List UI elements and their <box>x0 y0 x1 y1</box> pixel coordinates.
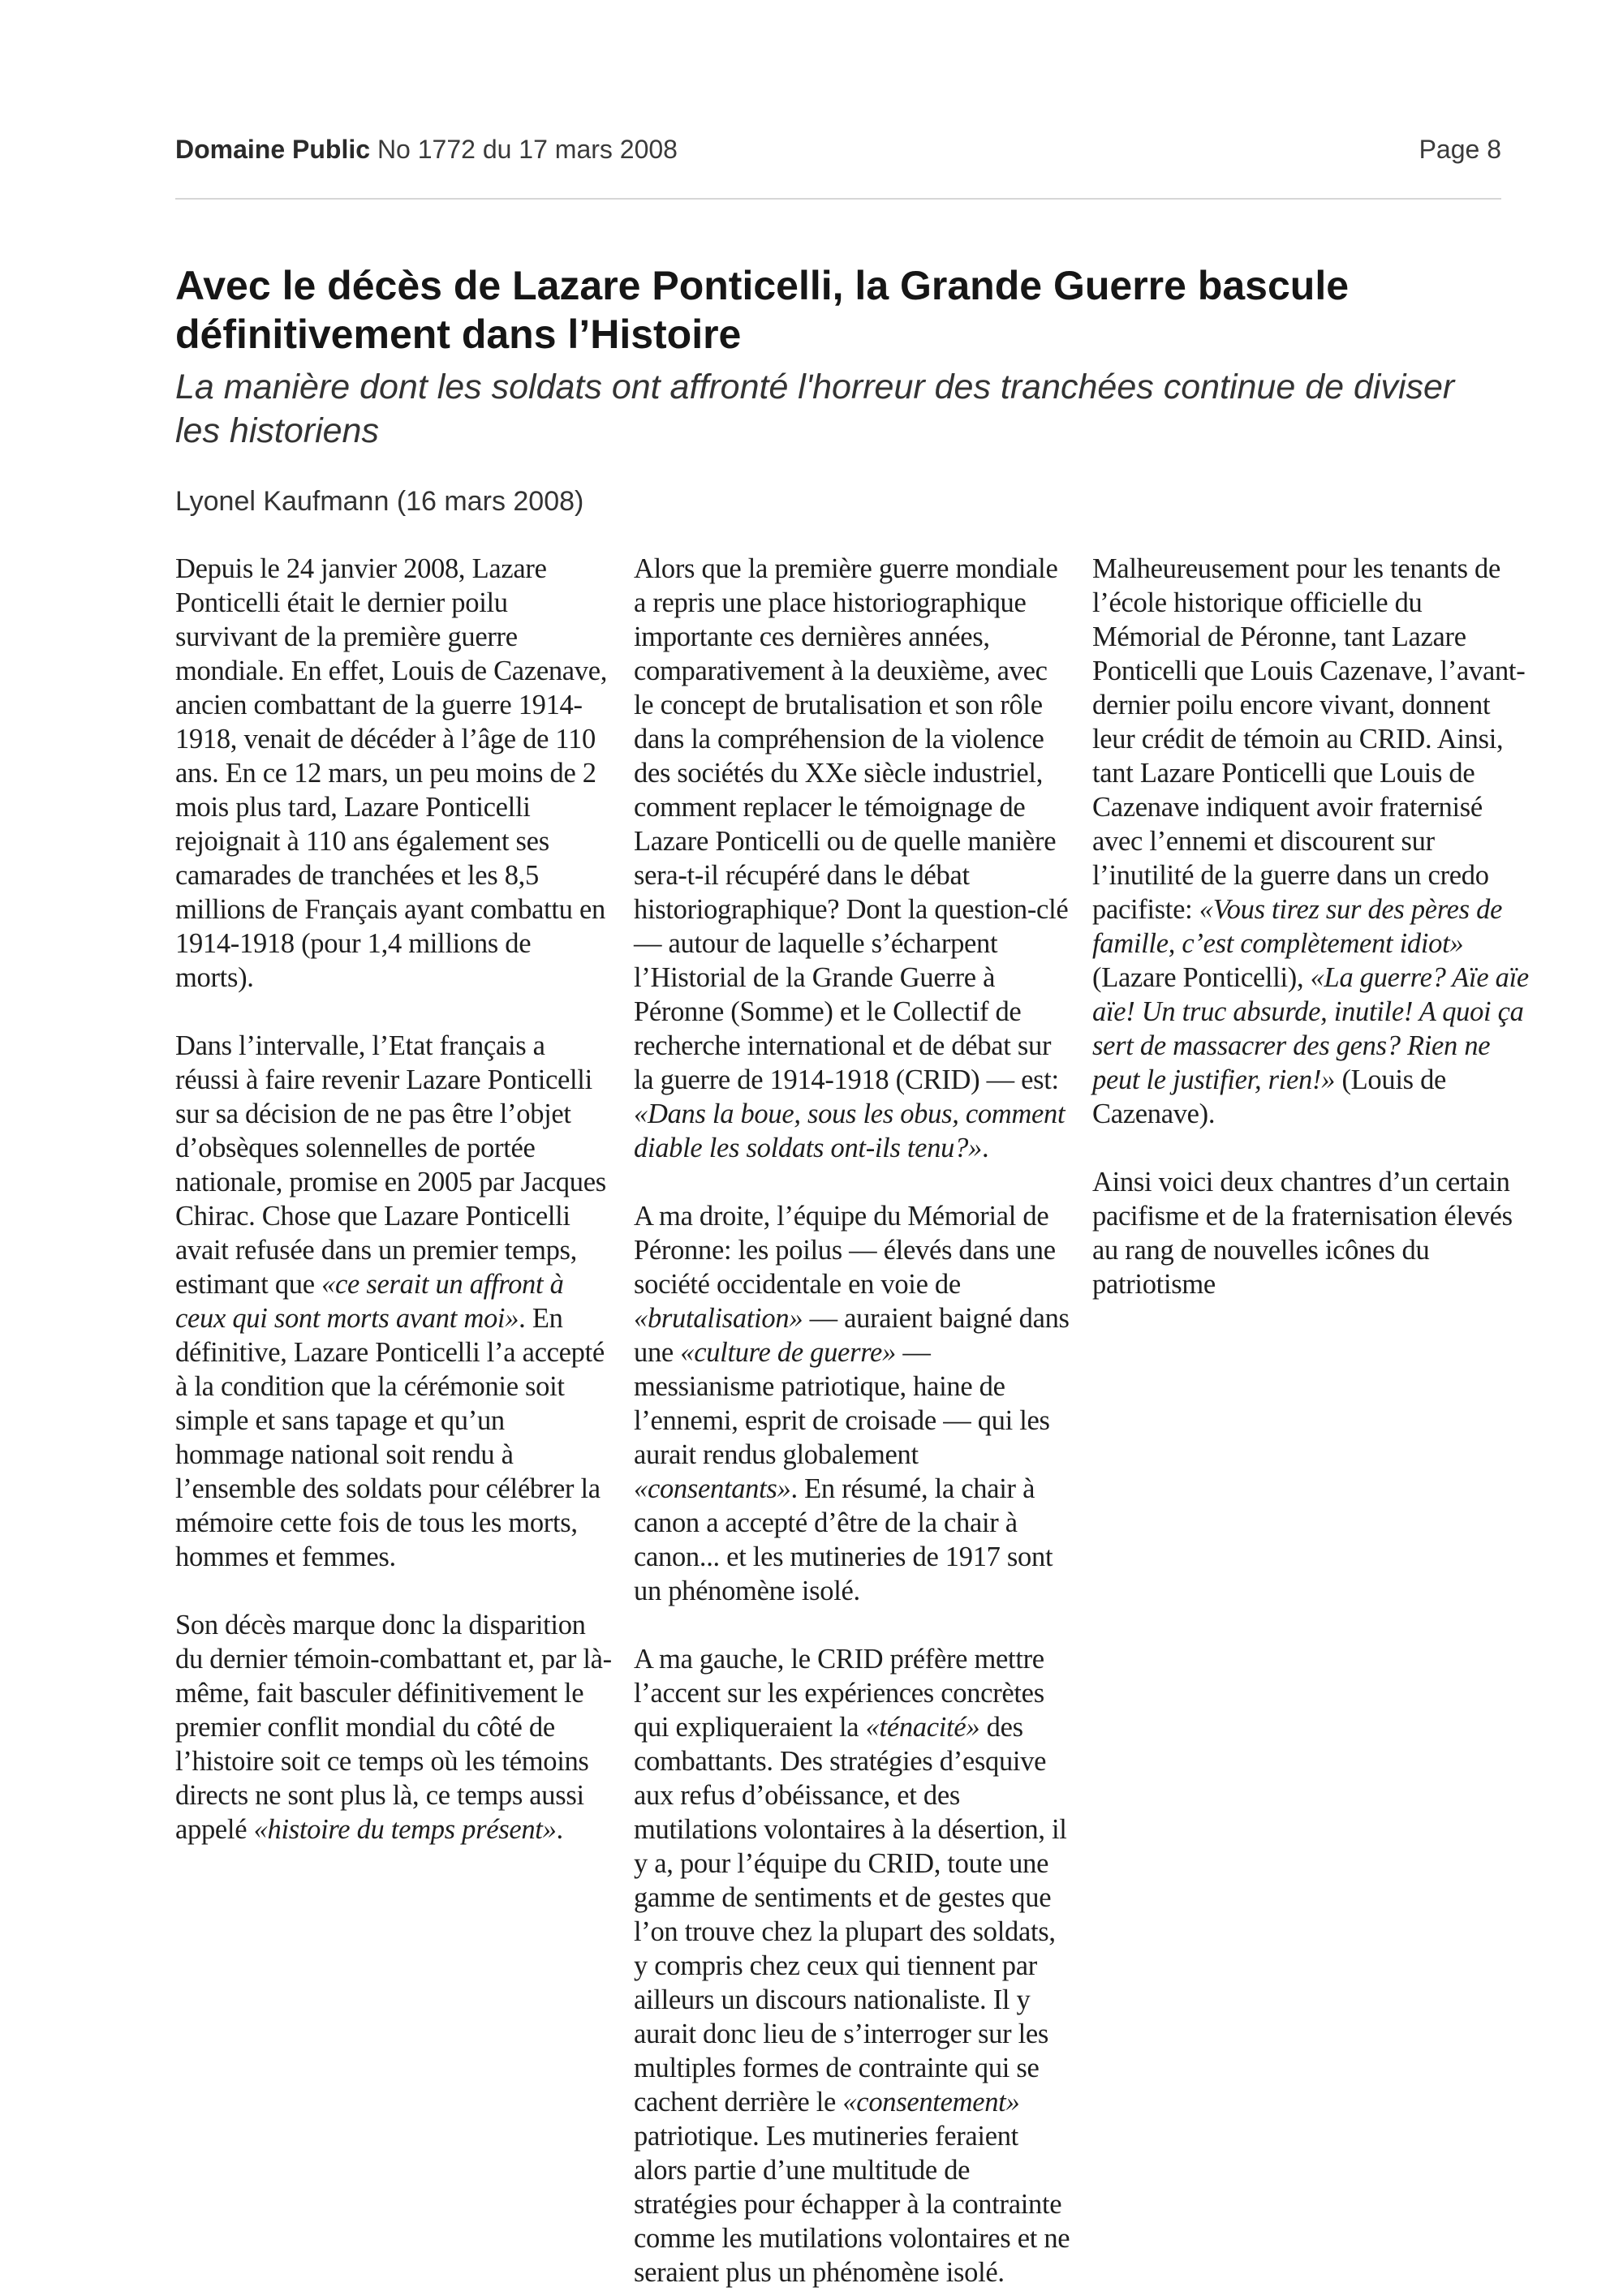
publication-name: Domaine Public <box>175 135 371 164</box>
paragraph-2 <box>175 1029 613 1574</box>
body-column-1 <box>175 552 613 2174</box>
paragraph-7 <box>1092 552 1530 1131</box>
paragraph-5 <box>634 1199 1072 1608</box>
paragraph-6-quote-1: «ténacité» <box>865 1712 980 1743</box>
paragraph-3-text-end: . <box>556 1814 563 1845</box>
paragraph-5-quote-3: «consentants» <box>634 1473 791 1504</box>
paragraph-6-quote-2: «consentement» <box>842 2087 1020 2118</box>
page-number: Page 8 <box>1419 135 1501 164</box>
paragraph-5-quote-1: «brutalisation» <box>634 1303 803 1334</box>
paragraph-5-quote-2: «culture de guerre» <box>680 1337 897 1368</box>
paragraph-2-quote: «ce serait un affront à ceux qui sont morts avant moi» <box>175 1269 564 1334</box>
issue-info: No 1772 du 17 mars 2008 <box>377 135 678 164</box>
paragraph-7-text-a: Malheureusement pour les tenants de l’école historique officielle du Mémorial de Péronne, tant Lazare Ponticelli que Louis Cazenave, l’avant-dernier poilu encore vivant, donnent leur crédit de témoin au CRID. Ainsi, tant Lazare Ponticelli que Louis de Cazenave indiquent avoir fraternisé avec l’ennemi et discourent sur l’inutilité de la guerre dans un credo pacifiste: <box>1092 553 1526 925</box>
paragraph-2-text-end: . En définitive, Lazare Ponticelli l’a accepté à la condition que la cérémonie soit simple et sans tapage et qu’un hommage national soit rendu à l’ensemble des soldats pour célébrer la mémoire cette fois de tous les morts, hommes et femmes. <box>175 1303 605 1572</box>
paragraph-7-text-b: (Lazare Ponticelli), <box>1092 962 1311 993</box>
article-title: Avec le décès de Lazare Ponticelli, la Grande Guerre bascule définitivement dans l’Histoire <box>175 263 1350 357</box>
paragraph-6 <box>634 1642 1072 2290</box>
paragraph-4-text: Alors que la première guerre mondiale a repris une place historiographique importante ces dernières années, comparativement à la deuxième, avec le concept de brutalisation et son rôle dans la compréhension de la violence des sociétés du XXe siècle industriel, comment replacer le témoignage de Lazare Ponticelli ou de quelle manière sera-t-il récupéré dans le débat historiographique? Dont la question-clé — autour de laquelle s’écharpent l’Historial de la Grande Guerre à Péronne (Somme) et le Collectif de recherche international et de débat sur la guerre de 1914-1918 (CRID) — est: <box>634 553 1069 1095</box>
paragraph-1: Depuis le 24 janvier 2008, Lazare Ponticelli était le dernier poilu survivant de la première guerre mondiale. En effet, Louis de Cazenave, ancien combattant de la guerre 1914-1918, venait de décéder à l’âge de 110 ans. En ce 12 mars, un peu moins de 2 mois plus tard, Lazare Ponticelli rejoignait à 110 ans également ses camarades de tranchées et les 8,5 millions de Français ayant combattu en 1914-1918 (pour 1,4 millions de morts). <box>175 553 608 993</box>
running-header <box>175 135 1501 170</box>
paragraph-4 <box>634 552 1072 1165</box>
paragraph-8: Ainsi voici deux chantres d’un certain pacifisme et de la fraternisation élevés au rang de nouvelles icônes du patriotisme <box>1092 1167 1513 1300</box>
paragraph-3 <box>175 1608 613 1847</box>
paragraph-6-text-b: des combattants. Des stratégies d’esquive aux refus d’obéissance, et des mutilations volontaires à la désertion, il y a, pour l’équipe du CRID, toute une gamme de sentiments et de gestes que l’on trouve chez la plupart des soldats, y compris chez ceux qui tiennent par ailleurs un discours nationaliste. Il y aurait donc lieu de s’interroger sur les multiples formes de contrainte qui se cachent derrière le <box>634 1712 1067 2118</box>
paragraph-3-quote: «histoire du temps présent» <box>253 1814 557 1845</box>
body-column-2 <box>634 552 1072 2288</box>
paragraph-5-text-a: A ma droite, l’équipe du Mémorial de Péronne: les poilus — élevés dans une société occidentale en voie de <box>634 1201 1056 1300</box>
paragraph-7-quote-1: «Vous tirez sur des pères de famille, c’est complètement idiot» <box>1092 894 1503 959</box>
paragraph-4-text-end: . <box>982 1133 989 1163</box>
article-subtitle: La manière dont les soldats ont affronté l'horreur des tranchées continue de diviser les historiens <box>175 368 1455 450</box>
paragraph-3-text: Son décès marque donc la disparition du dernier témoin-combattant et, par là-même, fait basculer définitivement le premier conflit mondial du côté de l’histoire soit ce temps où les témoins directs ne sont plus là, ce temps aussi appelé <box>175 1610 612 1845</box>
header-divider <box>175 198 1501 200</box>
paragraph-4-quote: «Dans la boue, sous les obus, comment diable les soldats ont-ils tenu?» <box>634 1099 1065 1163</box>
paragraph-6-text-c: patriotique. Les mutineries feraient alors partie d’une multitude de stratégies pour échapper à la contrainte comme les mutilations volontaires et ne seraient plus un phénomène isolé. <box>634 2121 1070 2288</box>
paragraph-6-text-a: A ma gauche, le CRID préfère mettre l’accent sur les expériences concrètes qui expliqueraient la <box>634 1644 1044 1743</box>
paragraph-5-text-b: — auraient baigné dans une <box>634 1303 1070 1368</box>
article-byline: Lyonel Kaufmann (16 mars 2008) <box>175 486 584 517</box>
paragraph-5-text-c: — messianisme patriotique, haine de l’ennemi, esprit de croisade — qui les aurait rendus globalement <box>634 1337 1050 1470</box>
paragraph-7-quote-2: «La guerre? Aïe aïe aïe! Un truc absurde, inutile! A quoi ça sert de massacrer des gens? Rien ne peut le justifier, rien!» <box>1092 962 1529 1095</box>
body-column-3 <box>1092 552 1530 2174</box>
paragraph-7-text-c: (Louis de Cazenave). <box>1092 1064 1447 1129</box>
paragraph-2-text: Dans l’intervalle, l’Etat français a réussi à faire revenir Lazare Ponticelli sur sa décision de ne pas être l’objet d’obsèques solennelles de portée nationale, promise en 2005 par Jacques Chirac. Chose que Lazare Ponticelli avait refusée dans un premier temps, estimant que <box>175 1030 606 1300</box>
paragraph-5-text-d: . En résumé, la chair à canon a accepté d’être de la chair à canon... et les mutineries de 1917 sont un phénomène isolé. <box>634 1473 1053 1606</box>
